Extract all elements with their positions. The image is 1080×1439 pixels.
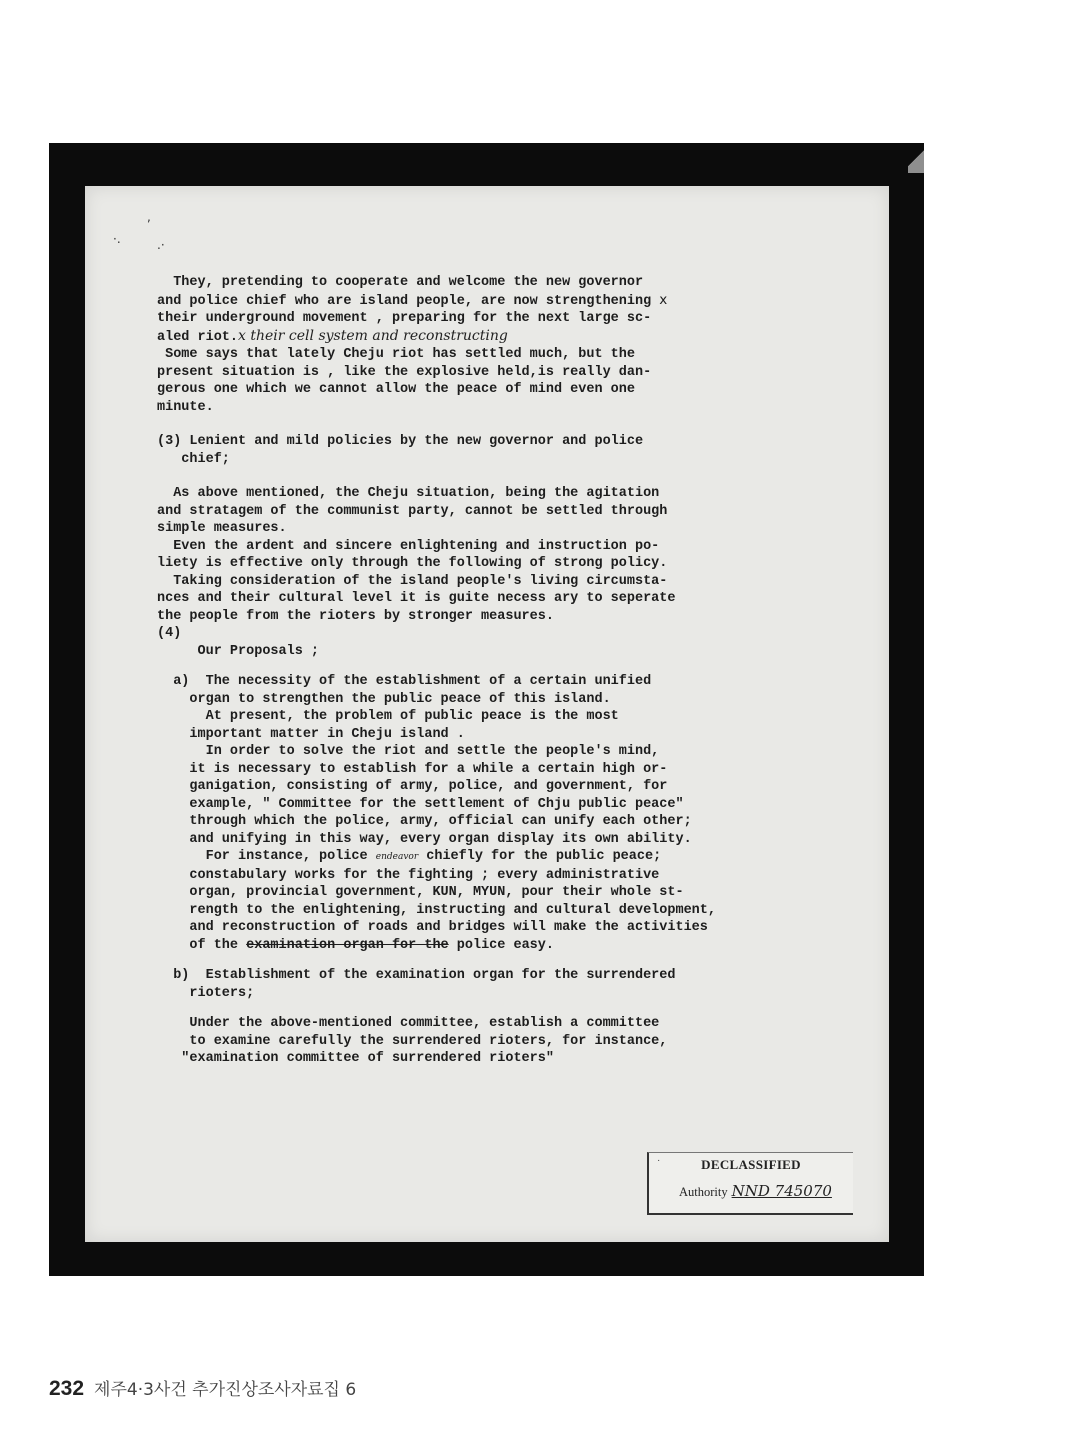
doc-line-text: of the <box>157 937 247 953</box>
doc-line: through which the police, army, official can unify each other; <box>157 814 692 829</box>
doc-line: At present, the problem of public peace is the most <box>157 709 619 724</box>
paper-speck: ·. <box>113 232 121 246</box>
doc-line: Even the ardent and sincere enlightening and instruction po- <box>157 538 660 554</box>
doc-line: example, " Committee for the settlement of Chju public peace" <box>157 796 684 812</box>
doc-line: As above mentioned, the Cheju situation, being the agitation <box>157 486 660 501</box>
stamp-dot: · <box>657 1155 661 1166</box>
doc-line: important matter in Cheju island . <box>157 726 465 742</box>
doc-line: it is necessary to establish for a while a certain high or- <box>157 761 668 777</box>
doc-line-text: chiefly for the public peace; <box>418 849 662 864</box>
doc-line: In order to solve the riot and settle the people's mind, <box>157 744 660 759</box>
doc-line-text: For instance, police <box>157 849 368 864</box>
doc-line: organ, provincial government, KUN, MYUN, pour their whole st- <box>157 885 684 900</box>
doc-line-text: aled riot. <box>157 329 239 345</box>
doc-line <box>157 937 877 955</box>
handwritten-insert: x their cell system and reconstructing <box>238 327 508 344</box>
typewritten-sheet <box>85 186 889 1242</box>
handwritten-x-mark: x <box>659 291 668 308</box>
stamp-authority-label: Authority <box>679 1185 728 1199</box>
doc-line <box>157 328 877 347</box>
page-footer <box>49 1375 356 1401</box>
doc-line: nces and their cultural level it is guite necess ary to seperate <box>157 591 676 606</box>
doc-line: constabulary works for the fighting ; every administrative <box>157 867 660 883</box>
stamp-title: DECLASSIFIED <box>701 1157 801 1172</box>
stamp-authority-number: NND 745070 <box>731 1182 832 1200</box>
doc-line: and reconstruction of roads and bridges will make the activities <box>157 920 708 935</box>
handwritten-word: endeavor <box>375 852 419 862</box>
doc-line: present situation is , like the explosive held,is really dan- <box>157 364 652 380</box>
doc-line: "examination committee of surrendered rioters" <box>157 1051 554 1066</box>
doc-line <box>157 292 877 311</box>
doc-line: and unifying in this way, every organ display its own ability. <box>157 831 692 847</box>
doc-line: their underground movement , preparing for the next large sc- <box>157 311 652 326</box>
doc-line: ganigation, consisting of army, police, and government, for <box>157 779 668 794</box>
doc-line-text: police easy. <box>448 937 554 953</box>
doc-line: Taking consideration of the island people's living circumsta- <box>157 573 668 589</box>
doc-line: organ to strengthen the public peace of this island. <box>157 691 611 707</box>
doc-line <box>157 848 877 867</box>
stamp-authority-line <box>679 1182 832 1200</box>
doc-line: rioters; <box>157 985 255 1001</box>
photo-corner-shade <box>908 143 924 173</box>
doc-line: gerous one which we cannot allow the peace of mind even one <box>157 382 635 397</box>
doc-line: rength to the enlightening, instructing and cultural development, <box>157 902 716 918</box>
document-body <box>157 274 877 1068</box>
struck-out-text: examination organ for the <box>246 937 449 953</box>
doc-line: minute. <box>157 399 214 415</box>
proposal-b-heading: b) Establishment of the examination organ for the surrendered <box>157 968 676 983</box>
doc-line: Under the above-mentioned committee, establish a committee <box>157 1016 660 1031</box>
doc-line: and stratagem of the communist party, cannot be settled through <box>157 503 668 519</box>
doc-line-text: and police chief who are island people, are now strengthening <box>157 293 652 309</box>
doc-line: liety is effective only through the following of strong policy. <box>157 556 668 571</box>
doc-line: simple measures. <box>157 521 287 536</box>
declassified-stamp <box>647 1152 853 1215</box>
doc-line: chief; <box>157 451 230 467</box>
doc-line: Some says that lately Cheju riot has settled much, but the <box>157 347 635 362</box>
book-title: 제주4·3사건 추가진상조사자료집 6 <box>94 1380 357 1400</box>
paper-speck: .· <box>157 238 165 252</box>
page-number: 232 <box>49 1377 85 1400</box>
proposals-heading: Our Proposals ; <box>157 643 320 659</box>
doc-line: the people from the rioters by stronger measures. <box>157 608 554 624</box>
section-heading-3: (3) Lenient and mild policies by the new governor and police <box>157 434 644 449</box>
paper-speck: , <box>147 210 151 224</box>
doc-line: They, pretending to cooperate and welcome the new governor <box>157 275 644 290</box>
proposal-a-heading: a) The necessity of the establishment of a certain unified <box>157 674 652 689</box>
section-heading-4: (4) <box>157 626 182 641</box>
doc-line: to examine carefully the surrendered rioters, for instance, <box>157 1033 668 1049</box>
